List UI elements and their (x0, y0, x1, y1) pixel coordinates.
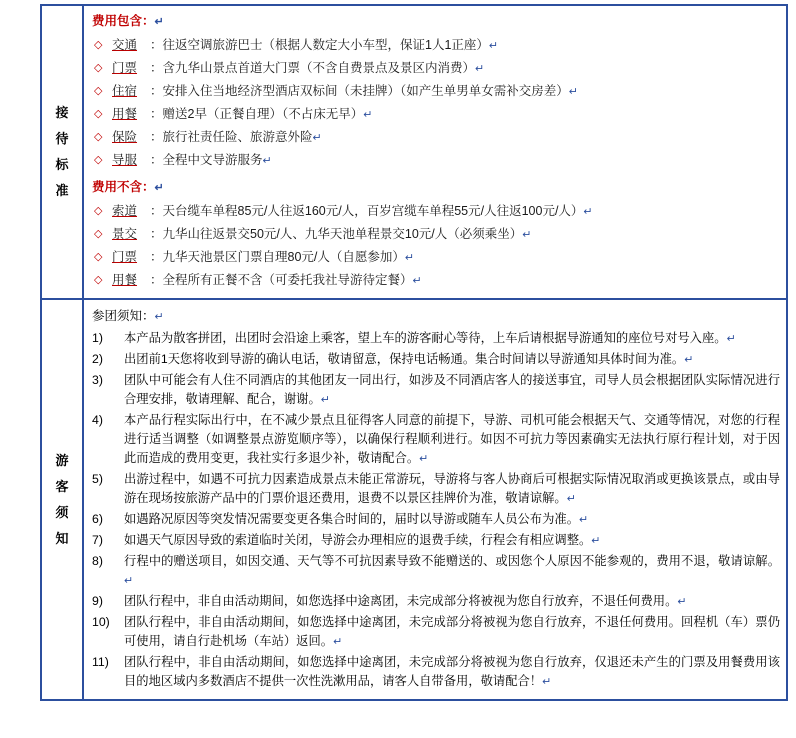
item-text: 本产品为散客拼团，出团时会沿途上乘客，望上车的游客耐心等待，上车后请根据导游通知的座位号对号入座。 (124, 331, 727, 345)
notes-title: 参团须知：↵ (92, 309, 164, 323)
item-number: 10) (92, 615, 110, 629)
list-item (90, 510, 780, 530)
item-text: ：九华山往返景交50元/人、九华天池单程景交10元/人（必须乘坐） (150, 227, 523, 241)
item-text: ：往返空调旅游巴士（根据人数定大小车型，保证1人1正座） (150, 38, 489, 52)
item-term: 门票 (112, 250, 138, 264)
list-item (90, 329, 780, 349)
pilcrow-mark: ↵ (488, 40, 499, 52)
pilcrow-mark: ↵ (566, 493, 576, 505)
list-item (90, 126, 780, 149)
item-text: 行程中的赠送项目，如因交通、天气等不可抗因素导致不能赠送的、或因您个人原因不能参观的，费用不退，敬请谅解。 (124, 554, 780, 568)
list-item (90, 34, 780, 57)
item-text: ：含九华山景点首道大门票（不含自费景点及景区内消费） (150, 61, 476, 75)
pilcrow-mark: ↵ (363, 109, 373, 121)
item-number: 2) (92, 352, 103, 366)
standards-content (83, 5, 787, 299)
item-term: 保险 (112, 130, 138, 144)
diamond-bullet-icon: ◇ (94, 85, 103, 97)
row-label-standards (41, 5, 83, 299)
label-char: 游 (55, 452, 69, 468)
list-item (90, 592, 780, 612)
label-char: 待 (55, 131, 69, 146)
item-text: ：安排入住当地经济型酒店双标间（未挂牌）（如产生单男单女需补交房差） (150, 84, 569, 98)
diamond-bullet-icon: ◇ (94, 228, 103, 240)
pilcrow-mark: ↵ (419, 453, 429, 465)
item-term: 用餐 (112, 273, 138, 287)
pilcrow-mark: ↵ (154, 311, 164, 323)
list-item (90, 223, 780, 246)
table-row (41, 5, 787, 299)
label-char: 客 (55, 478, 69, 494)
list-item (90, 552, 780, 591)
pilcrow-mark: ↵ (124, 575, 134, 587)
pilcrow-mark: ↵ (684, 354, 694, 366)
list-item (90, 653, 780, 692)
list-item (90, 200, 780, 223)
label-char: 标 (55, 157, 69, 172)
pilcrow-mark: ↵ (677, 596, 687, 608)
item-number: 7) (92, 533, 103, 547)
item-text: ：赠送2早（正餐自理）（不占床无早） (150, 107, 364, 121)
pilcrow-mark: ↵ (726, 333, 736, 345)
item-term: 索道 (112, 204, 138, 218)
label-char: 知 (55, 530, 69, 546)
item-number: 1) (92, 331, 103, 345)
diamond-bullet-icon: ◇ (94, 39, 103, 51)
pilcrow-mark: ↵ (579, 514, 589, 526)
diamond-bullet-icon: ◇ (94, 154, 103, 166)
item-text: 如遇天气原因导致的索道临时关闭，导游会办理相应的退费手续，行程会有相应调整。 (124, 533, 592, 547)
itinerary-table (40, 4, 788, 701)
item-text: 本产品行程实际出行中，在不减少景点且征得客人同意的前提下，导游、司机可能会根据天气、交通等情况，对您的行程进行适当调整（如调整景点游览顺序等），以确保行程顺利进行。如因不可抗力等因素确实无法执行原行程计划，对于因此而造成的费用变更，我社实行多退少补，敬请配合。 (124, 413, 780, 465)
item-text: 如遇路况原因等突发情况需要变更各集合时间的，届时以导游或随车人员公布为准。 (124, 512, 579, 526)
table-row (41, 299, 787, 700)
item-number: 6) (92, 512, 103, 526)
list-item (90, 411, 780, 469)
fee-excluded-list (90, 200, 780, 292)
fee-included-list (90, 34, 780, 172)
label-char: 准 (55, 183, 69, 198)
list-item (90, 269, 780, 292)
list-item (90, 531, 780, 551)
notes-list (90, 329, 780, 692)
list-item (90, 80, 780, 103)
list-item (90, 246, 780, 269)
item-text: 出游过程中，如遇不可抗力因素造成景点未能正常游玩，导游将与客人协商后可根据实际情况取消或更换该景点，或由导游在现场按旅游产品中的门票价退还费用，退费不以景区挂牌价为准，敬请谅解。 (124, 472, 780, 505)
item-term: 交通 (112, 38, 138, 52)
diamond-bullet-icon: ◇ (94, 274, 103, 286)
item-term: 住宿 (112, 84, 138, 98)
item-text: ：天台缆车单程85元/人往返160元/人，百岁宫缆车单程55元/人往返100元/人） (150, 204, 584, 218)
item-number: 11) (92, 655, 109, 669)
item-term: 导服 (112, 153, 138, 167)
list-item (90, 371, 780, 410)
pilcrow-mark: ↵ (522, 229, 532, 241)
list-item (90, 57, 780, 80)
diamond-bullet-icon: ◇ (94, 205, 103, 217)
pilcrow-mark: ↵ (542, 676, 552, 688)
item-number: 8) (92, 554, 103, 568)
pilcrow-mark: ↵ (404, 252, 415, 264)
pilcrow-mark: ↵ (154, 182, 164, 194)
row-label-notes (41, 299, 83, 700)
item-text: ：九华天池景区门票自理80元/人（自愿参加） (150, 250, 405, 264)
pilcrow-mark: ↵ (412, 275, 422, 287)
pilcrow-mark: ↵ (591, 535, 601, 547)
list-item (90, 613, 780, 652)
list-item (90, 470, 780, 509)
diamond-bullet-icon: ◇ (94, 251, 103, 263)
diamond-bullet-icon: ◇ (94, 131, 103, 143)
pilcrow-mark: ↵ (333, 636, 343, 648)
pilcrow-mark: ↵ (320, 394, 330, 406)
item-number: 4) (92, 413, 103, 427)
item-number: 9) (92, 594, 103, 608)
item-text: 团队行程中，非自由活动期间，如您选择中途离团，未完成部分将被视为您自行放弃，不退任何费用。 (124, 594, 678, 608)
notes-content (83, 299, 787, 700)
list-item (90, 350, 780, 370)
item-term: 景交 (112, 227, 138, 241)
item-term: 门票 (112, 61, 138, 75)
pilcrow-mark: ↵ (262, 155, 272, 167)
item-text: 团队行程中，非自由活动期间，如您选择中途离团，未完成部分将被视为您自行放弃，仅退还未产生的门票及用餐费用该目的地区域内多数酒店不提供一次性洗漱用品，请客人自带备用，敬请配合！ (124, 655, 780, 688)
label-char: 须 (55, 504, 69, 520)
diamond-bullet-icon: ◇ (94, 108, 103, 120)
diamond-bullet-icon: ◇ (94, 62, 103, 74)
fee-excluded-heading: 费用不含：↵ (92, 180, 164, 194)
item-number: 3) (92, 373, 103, 387)
fee-included-heading: 费用包含：↵ (92, 14, 164, 28)
label-char: 接 (55, 105, 69, 120)
pilcrow-mark: ↵ (154, 16, 164, 28)
pilcrow-mark: ↵ (312, 132, 322, 144)
item-text: 团队中可能会有人住不同酒店的其他团友一同出行，如涉及不同酒店客人的接送事宜，司导人员会根据团队实际情况进行合理安排，敬请理解、配合，谢谢。 (124, 373, 780, 406)
item-text: ：全程所有正餐不含（可委托我社导游待定餐） (150, 273, 413, 287)
pilcrow-mark: ↵ (568, 86, 578, 98)
pilcrow-mark: ↵ (475, 63, 485, 75)
item-text: ：全程中文导游服务 (150, 153, 263, 167)
list-item (90, 149, 780, 172)
item-number: 5) (92, 472, 103, 486)
list-item (90, 103, 780, 126)
pilcrow-mark: ↵ (583, 206, 593, 218)
item-text: ：旅行社责任险、旅游意外险 (150, 130, 313, 144)
item-text: 团队行程中，非自由活动期间，如您选择中途离团，未完成部分将被视为您自行放弃，不退任何费用。回程机（车）票仍可使用，请自行赴机场（车站）返回。 (124, 615, 780, 648)
item-text: 出团前1天您将收到导游的确认电话，敬请留意，保持电话畅通。集合时间请以导游通知具体时间为准。 (124, 352, 685, 366)
item-term: 用餐 (112, 107, 138, 121)
